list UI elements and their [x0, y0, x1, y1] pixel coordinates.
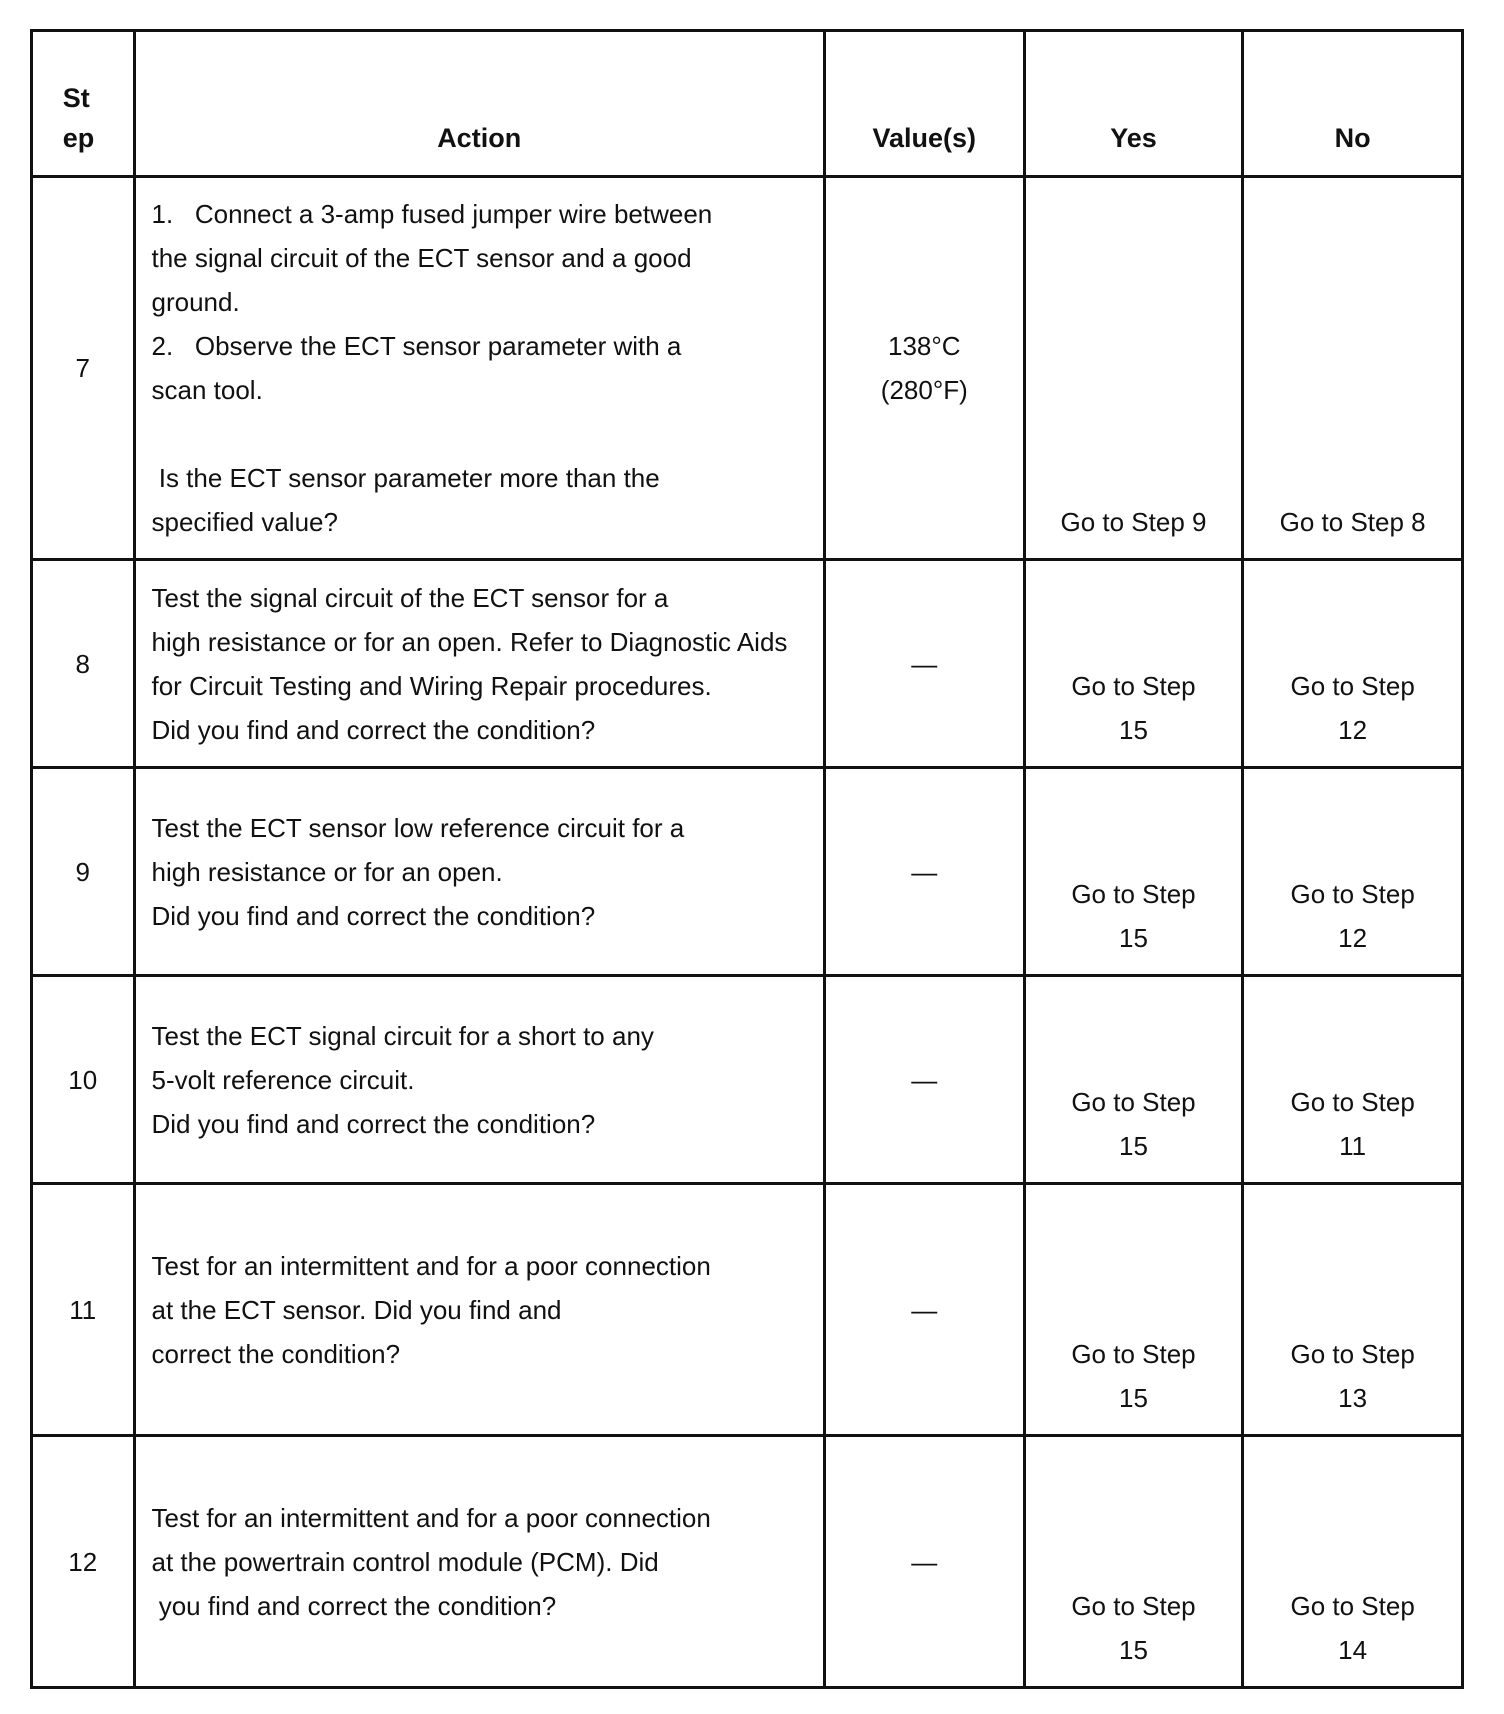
table-row [32, 1436, 1463, 1688]
value-line: — [911, 1546, 938, 1577]
no-goto-step: 13 [1338, 1383, 1368, 1413]
step-number: 8 [32, 560, 135, 768]
action-text [134, 976, 824, 1184]
value-cell [824, 560, 1024, 768]
action-line: Test the ECT sensor low reference circuit for a [151, 812, 685, 843]
no-goto: Go to Step 8 [1279, 507, 1426, 537]
yes-goto-step: 15 [1119, 1635, 1148, 1665]
no-cell [1243, 560, 1463, 768]
value-cell [824, 976, 1024, 1184]
table-row [32, 177, 1463, 560]
table-row [32, 560, 1463, 768]
action-line: Test the ECT signal circuit for a short to any [151, 1020, 654, 1051]
yes-goto: Go to Step [1071, 1591, 1196, 1621]
no-goto: Go to Step [1290, 1339, 1415, 1369]
no-goto: Go to Step [1290, 1087, 1415, 1117]
value-line: — [911, 648, 938, 679]
yes-cell [1024, 177, 1243, 560]
action-text [134, 1436, 824, 1688]
no-goto-step: 12 [1338, 715, 1368, 745]
action-text [134, 177, 824, 560]
no-cell [1243, 1436, 1463, 1688]
value-line: 138°C [888, 331, 961, 361]
action-line: you find and correct the condition? [151, 1590, 557, 1621]
action-line: Is the ECT sensor parameter more than the [151, 463, 660, 493]
action-line: at the ECT sensor. Did you find and [151, 1294, 562, 1325]
action-line: Did you find and correct the condition? [151, 900, 596, 931]
action-line: Test for an intermittent and for a poor connection [151, 1250, 711, 1281]
value-cell [824, 1184, 1024, 1436]
action-line: correct the condition? [151, 1338, 401, 1369]
no-goto-step: 14 [1338, 1635, 1368, 1665]
yes-cell [1024, 1436, 1243, 1688]
no-goto: Go to Step [1290, 1591, 1415, 1621]
no-goto-step: 12 [1338, 923, 1368, 953]
value-line: — [911, 856, 938, 887]
step-number: 12 [32, 1436, 135, 1688]
action-line: 5-volt reference circuit. [151, 1064, 415, 1095]
action-line: scan tool. [151, 375, 263, 405]
yes-goto: Go to Step [1071, 671, 1196, 701]
action-line: Did you find and correct the condition? [151, 1108, 596, 1139]
header-no: No [1243, 31, 1463, 177]
no-cell [1243, 177, 1463, 560]
action-line: the signal circuit of the ECT sensor and a good [151, 243, 692, 273]
step-number: 11 [32, 1184, 135, 1436]
action-line: at the powertrain control module (PCM). Did [151, 1546, 659, 1577]
action-line: Did you find and correct the condition? [151, 714, 596, 745]
yes-goto-step: 15 [1119, 1383, 1148, 1413]
step-number: 10 [32, 976, 135, 1184]
action-line: high resistance or for an open. [151, 856, 503, 887]
value-cell [824, 1436, 1024, 1688]
action-text [134, 768, 824, 976]
yes-goto-step: 15 [1119, 923, 1148, 953]
yes-goto: Go to Step [1071, 879, 1196, 909]
yes-cell [1024, 1184, 1243, 1436]
value-cell [824, 177, 1024, 560]
action-line: 2. Observe the ECT sensor parameter with a [151, 331, 682, 361]
yes-goto: Go to Step [1071, 1087, 1196, 1117]
yes-goto-step: 15 [1119, 1131, 1148, 1161]
action-line: specified value? [151, 507, 338, 537]
yes-cell [1024, 560, 1243, 768]
no-cell [1243, 768, 1463, 976]
step-number: 9 [32, 768, 135, 976]
yes-goto: Go to Step 9 [1060, 507, 1207, 537]
value-cell [824, 768, 1024, 976]
table-row [32, 1184, 1463, 1436]
action-line: Test for an intermittent and for a poor connection [151, 1502, 711, 1533]
no-goto: Go to Step [1290, 671, 1415, 701]
action-line-blank [152, 412, 817, 456]
table-row [32, 976, 1463, 1184]
step-number: 7 [32, 177, 135, 560]
action-line: 1. Connect a 3-amp fused jumper wire between [151, 199, 713, 229]
action-line: Test the signal circuit of the ECT sensor for a [151, 582, 669, 613]
header-values: Value(s) [824, 31, 1024, 177]
value-line: — [911, 1294, 938, 1325]
yes-goto: Go to Step [1071, 1339, 1196, 1369]
yes-cell [1024, 768, 1243, 976]
header-action: Action [134, 31, 824, 177]
table-header-row [32, 31, 1463, 177]
table-row [32, 768, 1463, 976]
no-goto-step: 11 [1339, 1131, 1367, 1161]
action-line: high resistance or for an open. Refer to Diagnostic Aids [151, 626, 788, 657]
no-goto: Go to Step [1290, 879, 1415, 909]
yes-cell [1024, 976, 1243, 1184]
header-step: Step [32, 31, 135, 177]
value-line: (280°F) [880, 375, 968, 405]
yes-goto-step: 15 [1119, 715, 1148, 745]
action-text [134, 560, 824, 768]
action-line: ground. [151, 287, 240, 317]
action-line: for Circuit Testing and Wiring Repair procedures. [151, 670, 712, 701]
no-cell [1243, 1184, 1463, 1436]
value-line: — [911, 1064, 938, 1095]
header-yes: Yes [1024, 31, 1243, 177]
no-cell [1243, 976, 1463, 1184]
diagnostic-table [30, 29, 1464, 1689]
action-text [134, 1184, 824, 1436]
